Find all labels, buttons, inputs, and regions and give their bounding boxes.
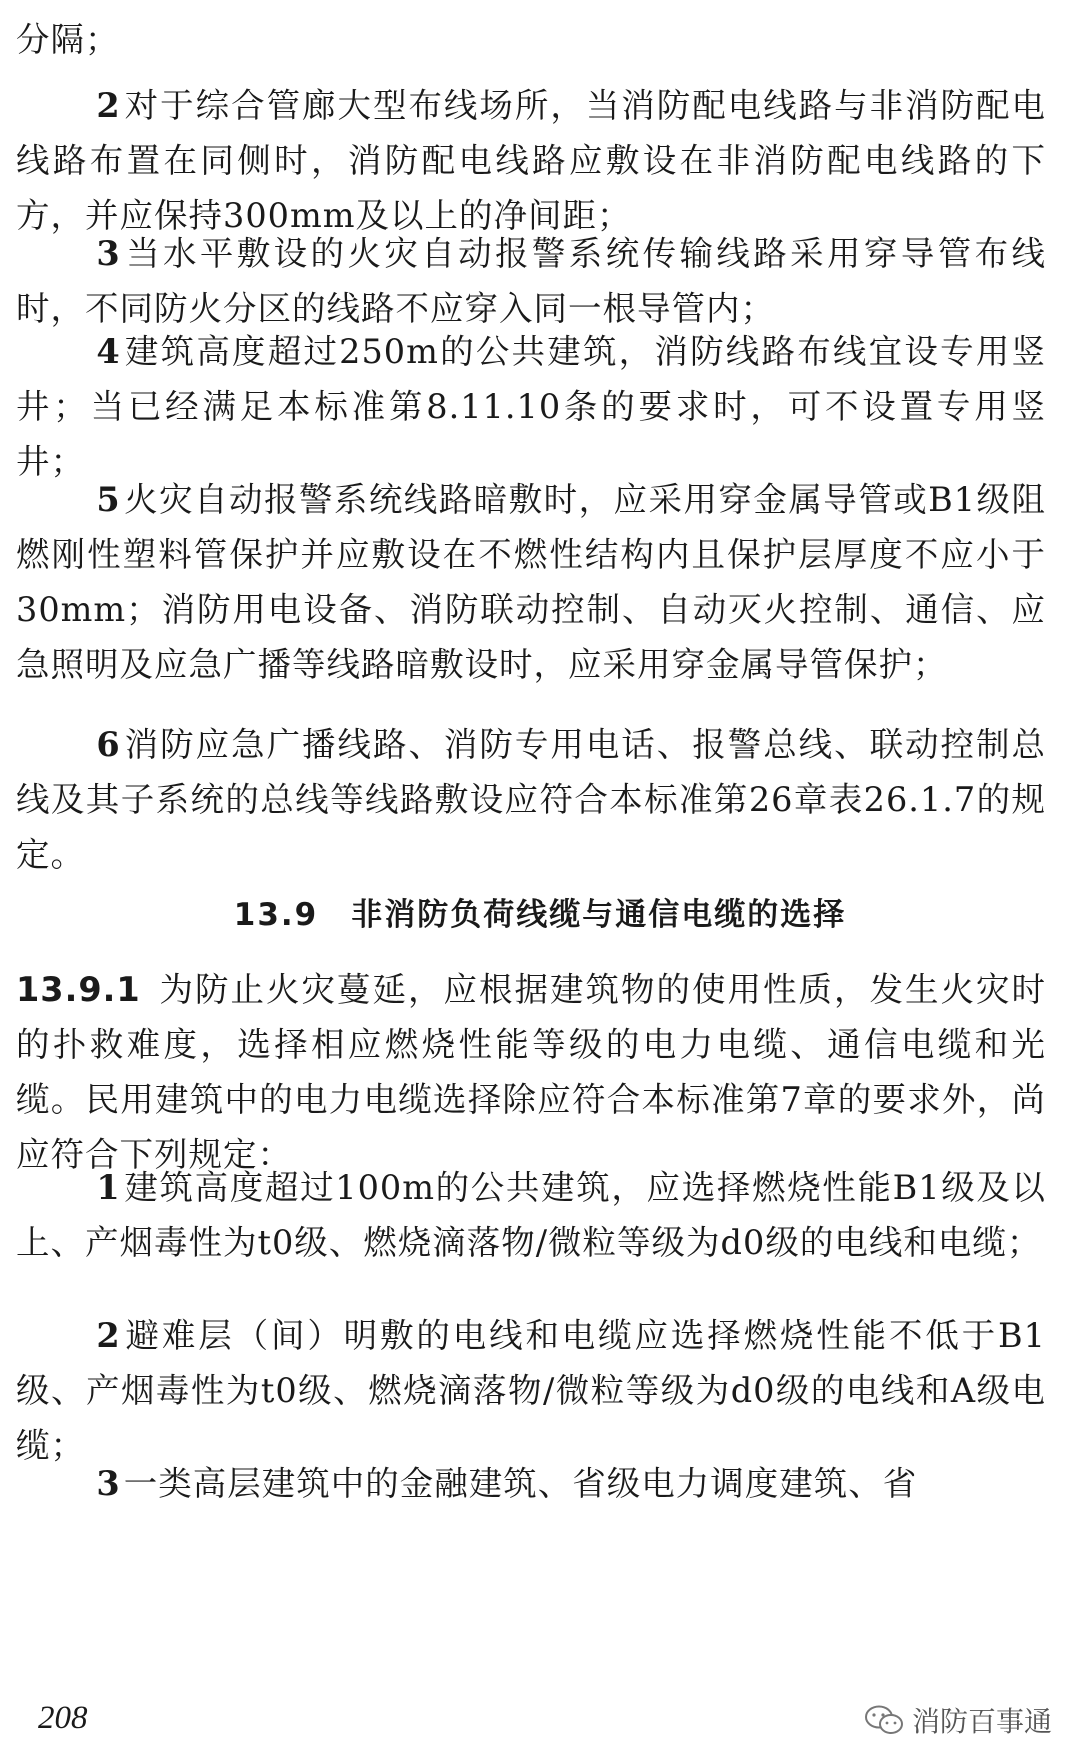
item-text: 当水平敷设的火灾自动报警系统传输线路采用穿导管布线时，不同防火分区的线路不应穿入同一根导管内；: [16, 234, 1046, 328]
item-number: 5: [96, 480, 124, 519]
page-number: 208: [38, 1700, 88, 1736]
watermark: [864, 1700, 1052, 1740]
item-text: 一类高层建筑中的金融建筑、省级电力调度建筑、省: [123, 1464, 918, 1503]
clause-number: 13.9.1: [16, 970, 141, 1009]
wechat-icon: [864, 1704, 904, 1736]
list-item-4: [16, 324, 1046, 489]
list-item-3: [16, 226, 1046, 336]
section-title: 非消防负荷线缆与通信电缆的选择: [351, 897, 847, 933]
item-number: 6: [96, 725, 124, 764]
clause-paragraph: [16, 962, 1046, 1182]
item-text: 对于综合管廊大型布线场所，当消防配电线路与非消防配电线路布置在同侧时，消防配电线路应敷设在非消防配电线路的下方，并应保持300mm及以上的净间距；: [16, 86, 1046, 235]
item-text: 消防应急广播线路、消防专用电话、报警总线、联动控制总线及其子系统的总线等线路敷设应符合本标准第26章表26.1.7的规定。: [16, 725, 1046, 874]
item-text: 避难层（间）明敷的电线和电缆应选择燃烧性能不低于B1级、产烟毒性为t0级、燃烧滴落物/微粒等级为d0级的电线和A级电缆；: [16, 1316, 1046, 1465]
clause-text: 为防止火灾蔓延，应根据建筑物的使用性质，发生火灾时的扑救难度，选择相应燃烧性能等级的电力电缆、通信电缆和光缆。民用建筑中的电力电缆选择除应符合本标准第7章的要求外，尚应符合下列规定：: [16, 970, 1046, 1174]
list-item-6: [16, 717, 1046, 882]
item-number: 3: [96, 1464, 124, 1503]
item-number: 1: [96, 1168, 124, 1207]
item-number: 3: [96, 234, 124, 273]
paragraph-continuation: 分隔；: [16, 20, 120, 59]
list-item-2b: [16, 1308, 1046, 1473]
list-item-2: [16, 78, 1046, 243]
item-text: 建筑高度超过250m的公共建筑，消防线路布线宜设专用竖井；当已经满足本标准第8.11.10条的要求时，可不设置专用竖井；: [16, 332, 1046, 481]
list-item-3b: [16, 1456, 1046, 1511]
section-number: 13.9: [233, 897, 319, 933]
section-heading: [0, 888, 1080, 943]
item-number: 4: [96, 332, 124, 371]
item-text: 建筑高度超过100m的公共建筑，应选择燃烧性能B1级及以上、产烟毒性为t0级、燃烧滴落物/微粒等级为d0级的电线和电缆；: [16, 1168, 1046, 1262]
list-item-1: [16, 1160, 1046, 1270]
item-text: 火灾自动报警系统线路暗敷时，应采用穿金属导管或B1级阻燃刚性塑料管保护并应敷设在不燃性结构内且保护层厚度不应小于30mm；消防用电设备、消防联动控制、自动灭火控制、通信、应急照明及应急广播等线路暗敷设时，应采用穿金属导管保护；: [16, 480, 1046, 684]
item-number: 2: [96, 1316, 124, 1355]
list-item-5: [16, 472, 1046, 692]
watermark-text: 消防百事通: [911, 1705, 1052, 1738]
item-number: 2: [96, 86, 124, 125]
